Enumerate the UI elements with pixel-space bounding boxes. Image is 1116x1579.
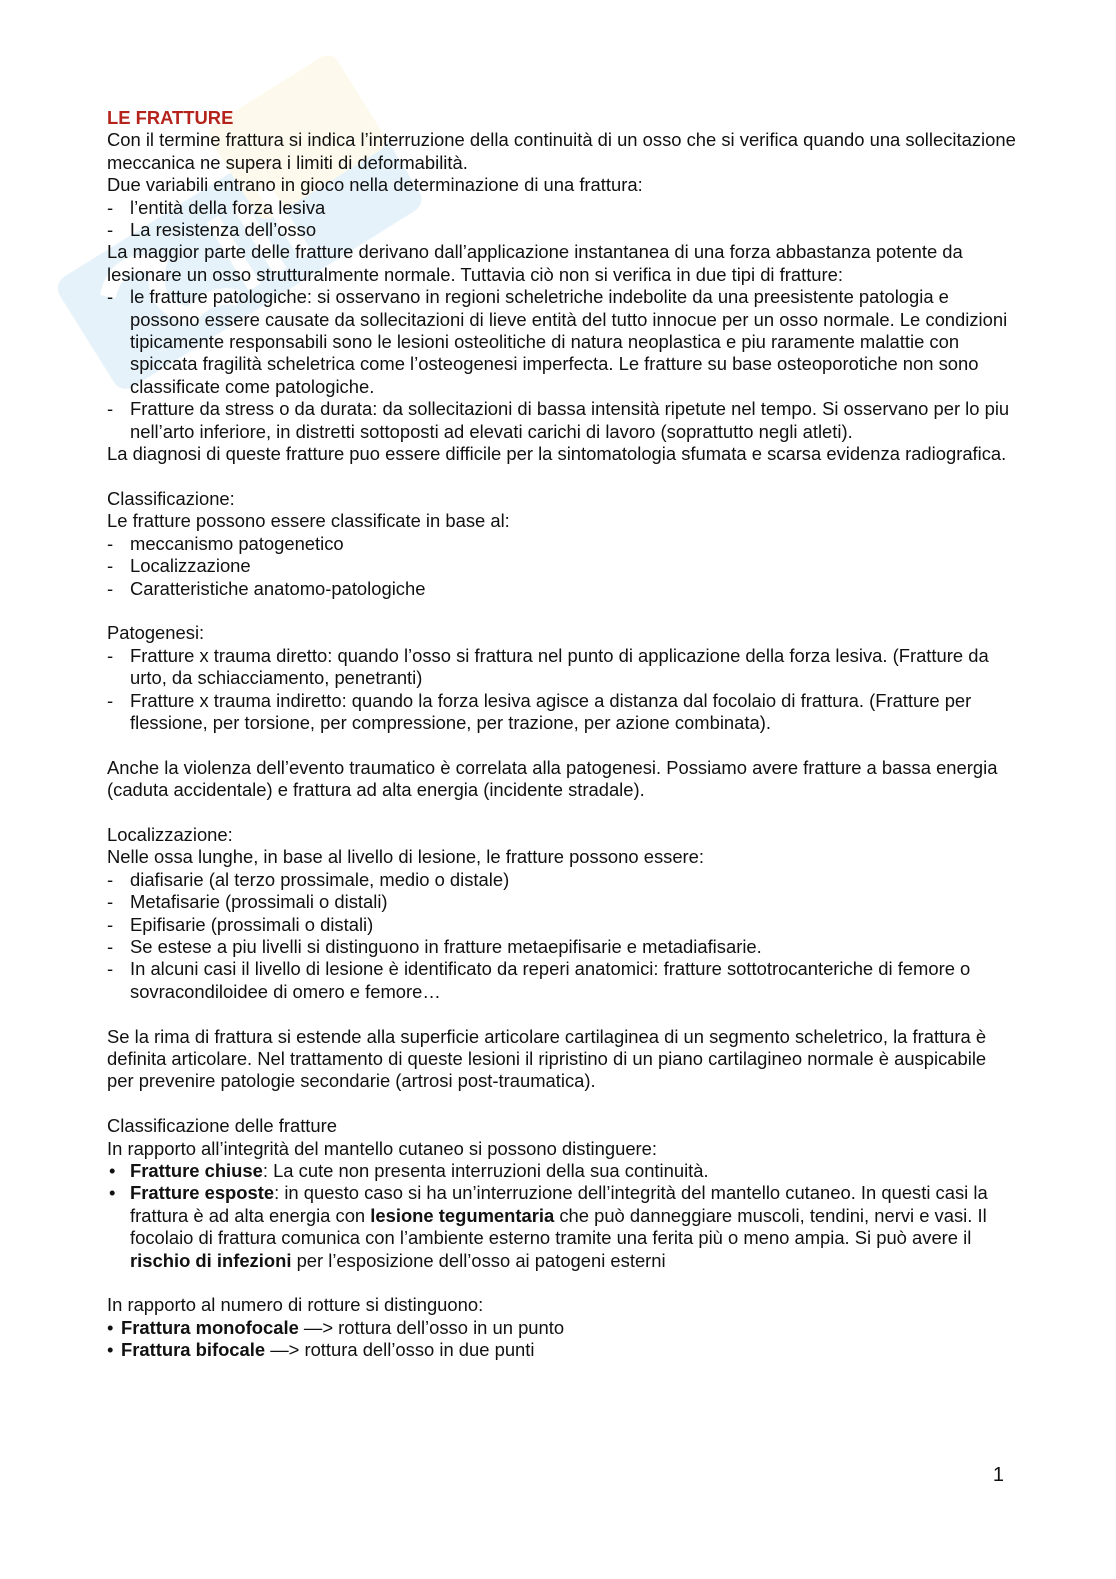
pathogenesis-heading: Patogenesi: — [107, 622, 205, 644]
bifocal-description: —> rottura dell’osso in due punti — [265, 1339, 535, 1361]
term-closed: Fratture chiuse — [130, 1160, 263, 1181]
pathogenesis-list — [107, 645, 1017, 735]
list-item: - diafisarie (al terzo prossimale, medio o distale) — [107, 869, 1017, 891]
localization-heading: Localizzazione: — [107, 823, 233, 845]
list-item-monofocal: • Frattura monofocale —> rottura dell’osso in un punto — [107, 1316, 565, 1338]
open-bold-infection-risk: rischio di infezioni — [130, 1249, 292, 1271]
list-item-bifocal: • Frattura bifocale —> rottura dell’osso in due punti — [107, 1339, 535, 1361]
classification-intro: Le fratture possono essere classificate in base al: — [107, 510, 510, 532]
term-open: Fratture esposte — [130, 1182, 275, 1204]
paragraph-diagnosis: La diagnosi di queste fratture puo essere difficile per la sintomatologia sfumata e scarsa evidenza radiografica. — [107, 443, 1007, 465]
paragraph-articular: Se la rima di frattura si estende alla superficie articolare cartilaginea di un segmento scheletrico, la frattura è definita articolare. Nel trattamento di queste lesioni il ripristino di un piano cartilagineo normale è auspicabile per prevenire patologie secondarie (artrosi post-traumatica). — [107, 1025, 987, 1092]
list-item: - Caratteristiche anatomo-patologiche — [107, 578, 1017, 600]
list-item: - meccanismo patogenetico — [107, 533, 1017, 555]
classification-heading: Classificazione: — [107, 487, 235, 509]
list-item: - Fratture x trauma indiretto: quando la forza lesiva agisce a distanza dal focolaio di frattura. (Fratture per flessione, per torsione, per compressione, per trazione, per azione combinata). — [107, 690, 1017, 735]
paragraph-violence: Anche la violenza dell’evento traumatico è correlata alla patogenesi. Possiamo avere fratture a bassa energia (caduta accidentale) e frattura ad alta energia (incidente stradale). — [107, 756, 998, 801]
document-page — [107, 107, 1017, 1362]
open-description-part2: che può danneggiare muscoli, tendini, nervi e vasi. Il focolaio di frattura comunica con l’ambiente esterno tramite una ferita più o meno ampia. Si può avere il — [130, 1204, 987, 1249]
breaks-intro: In rapporto al numero di rotture si distinguono: — [107, 1294, 484, 1316]
classification-fractures-intro: In rapporto all’integrità del mantello cutaneo si possono distinguere: — [107, 1137, 658, 1159]
term-bifocal: Frattura bifocale — [121, 1339, 266, 1361]
list-item: - Localizzazione — [107, 555, 1017, 577]
intro-variables-lead: Due variabili entrano in gioco nella determinazione di una frattura: — [107, 174, 643, 196]
list-item: - le fratture patologiche: si osservano in regioni scheletriche indebolite da una preesistente patologia e possono essere causate da sollecitazioni di lieve entità del tutto innocue per un osso normale. Le condizioni tipicamente responsabili sono le lesioni osteolitiche di natura neoplastica e piu raramente malattie con spiccata fragilità scheletrica come l’osteogenesi imperfecta. Le fratture su base osteoporotiche non sono classificate come patologiche. — [107, 286, 1017, 398]
list-item: - Se estese a piu livelli si distinguono in fratture metaepifisarie e metadiafisarie. — [107, 936, 1017, 958]
variables-list — [107, 197, 1017, 242]
classification-list — [107, 533, 1017, 600]
list-item: - Epifisarie (prossimali o distali) — [107, 914, 1017, 936]
breaks-list — [107, 1317, 1017, 1362]
classification-fractures-heading: Classificazione delle fratture — [107, 1115, 337, 1137]
localization-intro: Nelle ossa lunghe, in base al livello di lesione, le fratture possono essere: — [107, 846, 705, 868]
open-description-part1: : in questo caso si ha un’interruzione dell’integrità del mantello cutaneo. In questi casi la frattura è ad alta energia con — [130, 1182, 988, 1226]
open-bold-tegumentary: lesione tegumentaria — [370, 1204, 555, 1226]
list-item: - Metafisarie (prossimali o distali) — [107, 891, 1017, 913]
closed-description: : La cute non presenta interruzioni della sua continuità. — [262, 1160, 709, 1181]
paragraph-most-fractures: La maggior parte delle fratture derivano dall’applicazione instantanea di una forza abbastanza potente da lesionare un osso strutturalmente normale. Tuttavia ciò non si verifica in due tipi di fratture: — [107, 241, 963, 285]
page-number: 1 — [992, 1464, 1004, 1486]
monofocal-description: —> rottura dell’osso in un punto — [298, 1316, 565, 1338]
list-item: - In alcuni casi il livello di lesione è identificato da reperi anatomici: fratture sottotrocanteriche di femore o sovracondiloidee di omero e femore… — [107, 958, 1017, 1003]
skin-integrity-list — [107, 1160, 1017, 1272]
list-item: - Fratture x trauma diretto: quando l’osso si frattura nel punto di applicazione della forza lesiva. (Fratture da urto, da schiacciamento, penetranti) — [107, 645, 1017, 690]
list-item: - l’entità della forza lesiva — [107, 197, 1017, 219]
term-monofocal: Frattura monofocale — [121, 1316, 299, 1338]
localization-list — [107, 869, 1017, 1003]
list-item: - Fratture da stress o da durata: da sollecitazioni di bassa intensità ripetute nel tempo. Si osservano per lo piu nell’arto inferiore, in distretti sottoposti ad elevati carichi di lavoro (soprattutto negli atleti). — [107, 398, 1017, 443]
list-item-open-fractures — [107, 1182, 1017, 1272]
intro-paragraph: Con il termine frattura si indica l’interruzione della continuità di un osso che si verifica quando una sollecitazione meccanica ne supera i limiti di deformabilità. — [107, 129, 1016, 173]
document-title: LE FRATTURE — [107, 107, 234, 128]
special-types-list — [107, 286, 1017, 443]
list-item: - La resistenza dell’osso — [107, 219, 1017, 241]
list-item-closed-fractures — [107, 1160, 1017, 1182]
open-description-part3: per l’esposizione dell’osso ai patogeni esterni — [291, 1249, 666, 1271]
